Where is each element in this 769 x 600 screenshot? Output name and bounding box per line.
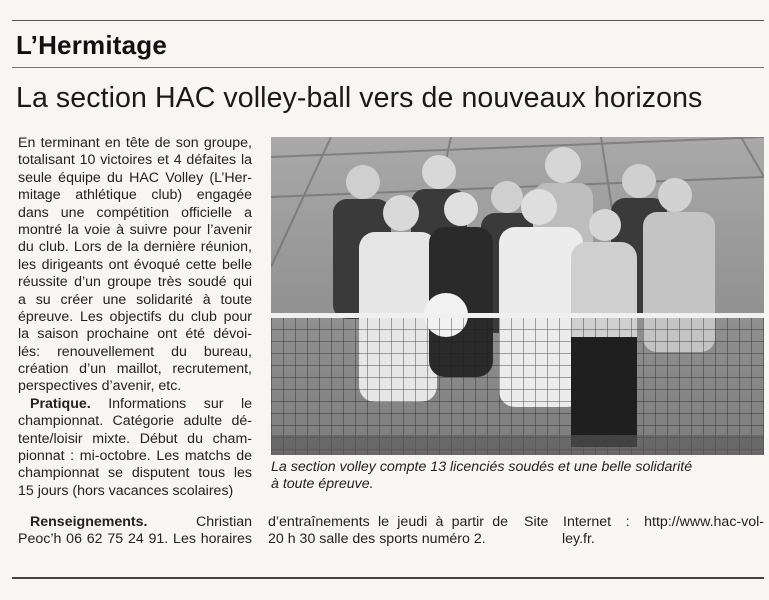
body-line: épreuve. Les objectifs du club pour xyxy=(18,308,252,325)
pratique-text: Informations sur le xyxy=(90,395,252,412)
body-line: 20 h 30 salle des sports numéro 2. xyxy=(268,531,486,548)
section-rubric: L’Hermitage xyxy=(16,30,168,60)
body-line: seule équipe du HAC Volley (L’Her- xyxy=(18,169,252,186)
body-line: dans une compétition officielle a xyxy=(18,204,252,221)
top-rule xyxy=(12,20,764,21)
body-line: tente/loisir mixte. Début du cham- xyxy=(18,430,252,447)
body-line: a su créer une solidarité à toute xyxy=(18,291,252,308)
renseignements-label: Renseignements. xyxy=(30,514,148,530)
body-line: pionnat : mi-octobre. Les matchs de xyxy=(18,448,252,465)
bottom-rule xyxy=(12,577,764,579)
rubric-divider xyxy=(12,67,764,68)
body-line: perspectives d’avenir, etc. xyxy=(18,378,182,395)
body-line: ley.fr. xyxy=(562,531,595,548)
photo-caption xyxy=(271,459,764,494)
team-photo xyxy=(271,137,764,455)
body-line: totalisant 10 victoires et 4 défaites la xyxy=(18,152,252,169)
renseignements-block xyxy=(18,514,252,549)
renseignements-line-2: Peoc’h 06 62 75 24 91. Les horaires xyxy=(18,531,252,548)
renseignements-text: Christian xyxy=(196,514,252,530)
pratique-line xyxy=(18,396,252,413)
body-line: En terminant en tête de son groupe, xyxy=(18,135,252,151)
body-line: championnat. Catégorie adulte dé- xyxy=(18,413,252,430)
article-column-3 xyxy=(524,514,764,549)
body-line: 15 jours (hors vacances scolaires) xyxy=(18,482,234,499)
body-line: du club. Lors de la dernière réunion, xyxy=(18,239,252,256)
body-line: les dirigeants ont évoqué cette belle xyxy=(18,256,252,273)
article-column-2 xyxy=(268,514,508,549)
body-line: Site Internet : http://www.hac-vol- xyxy=(524,514,764,530)
body-line: championnat se disputent tous les xyxy=(18,465,252,482)
article-column-1 xyxy=(18,135,252,500)
article-headline: La section HAC volley-ball vers de nouveaux horizons xyxy=(16,82,703,114)
pratique-label: Pratique. xyxy=(30,395,91,412)
body-line: montré la voie à suivre pour l’avenir xyxy=(18,221,252,238)
caption-line-1: La section volley compte 13 licenciés soudés et une belle solidarité xyxy=(271,459,693,475)
caption-line-2: à toute épreuve. xyxy=(271,476,374,493)
body-line: d’entraînements le jeudi à partir de xyxy=(268,514,508,530)
team-photo-illustration xyxy=(271,137,764,455)
body-line: mitage athlétique club) engagée xyxy=(18,187,252,204)
body-line: lés: renouvellement du bureau, xyxy=(18,343,252,360)
body-line: la saison prochaine ont été dévoi- xyxy=(18,326,252,343)
renseignements-line xyxy=(18,514,252,531)
body-line: création d’un maillot, recrutement, xyxy=(18,361,252,378)
body-line: réussite d’un groupe très soudé qui xyxy=(18,274,252,291)
